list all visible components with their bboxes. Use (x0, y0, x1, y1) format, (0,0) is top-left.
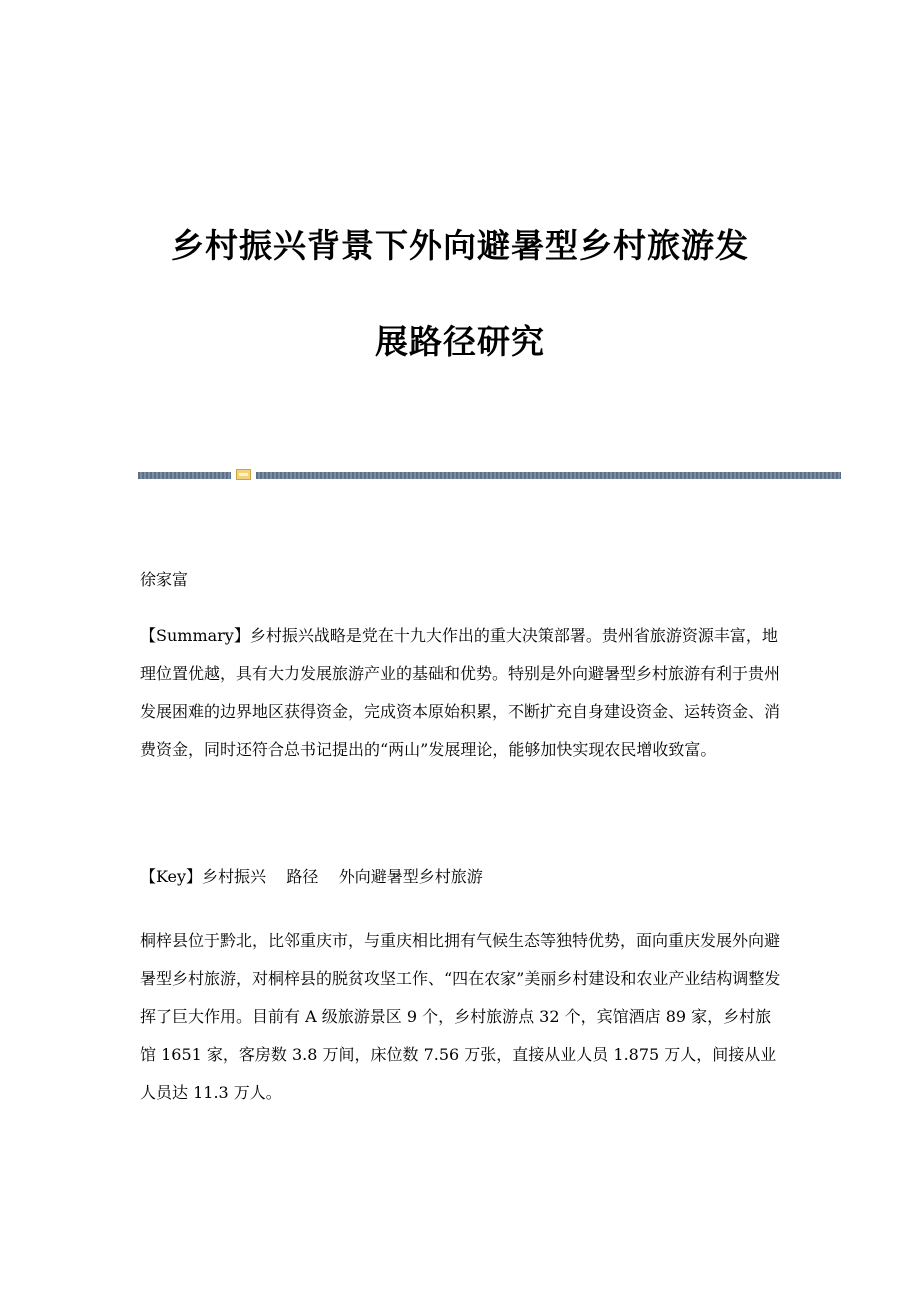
title-divider (138, 468, 841, 480)
divider-bar-right (256, 472, 841, 479)
keyword-item: 外向避暑型乡村旅游 (338, 867, 483, 886)
document-title-line-1: 乡村振兴背景下外向避暑型乡村旅游发 (171, 226, 749, 265)
keywords-line (140, 858, 785, 896)
author-name: 徐家富 (140, 570, 189, 589)
keyword-item: 乡村振兴 (202, 867, 267, 886)
summary-label: 【Summary】 (140, 626, 250, 645)
body-paragraph: 桐梓县位于黔北，比邻重庆市，与重庆相比拥有气候生态等独特优势，面向重庆发展外向避暑型乡村旅游，对桐梓县的脱贫攻坚工作、“四在农家”美丽乡村建设和农业产业结构调整发挥了巨大作用。目前有 A 级旅游景区 9 个，乡村旅游点 32 个，宾馆酒店 89 家，乡村旅馆 1651 家，客房数 3.8 万间，床位数 7.56 万张，直接从业人员 1.875 万人，间接从业人员达 11.3 万人。 (140, 931, 781, 1102)
summary-text: 乡村振兴战略是党在十九大作出的重大决策部署。贵州省旅游资源丰富，地理位置优越，具有大力发展旅游产业的基础和优势。特别是外向避暑型乡村旅游有利于贵州发展困难的边界地区获得资金，完成资本原始积累，不断扩充自身建设资金、运转资金、消费资金，同时还符合总书记提出的“两山”发展理论，能够加快实现农民增收致富。 (140, 626, 781, 759)
summary-paragraph (140, 617, 785, 769)
divider-bar-left (138, 472, 231, 479)
envelope-icon (236, 469, 251, 480)
document-title-line-2: 展路径研究 (375, 322, 545, 361)
keywords-label: 【Key】 (140, 867, 203, 886)
keyword-item: 路径 (286, 867, 319, 886)
